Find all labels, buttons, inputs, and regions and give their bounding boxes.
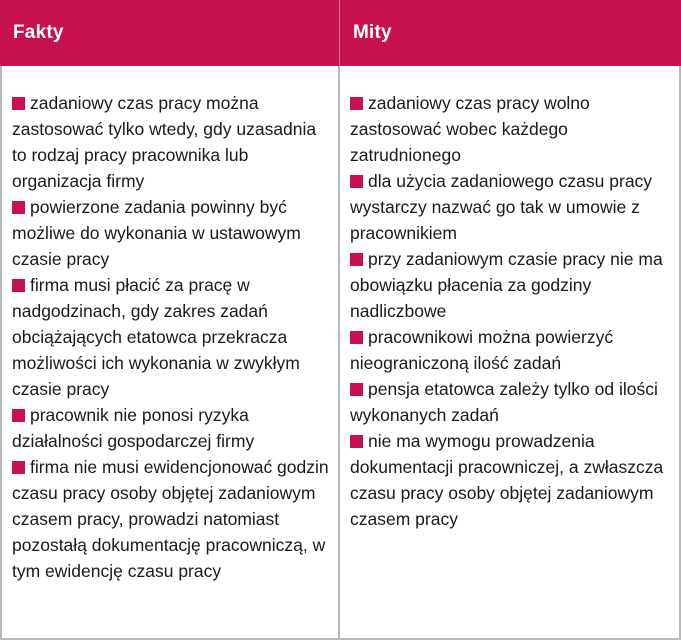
fact-text: zadaniowy czas pracy można zastosować tylko wtedy, gdy uzasadnia to rodzaj pracy pracownika lub organizacja firmy [12,93,317,191]
facts-header: Fakty [0,0,340,66]
myth-text: pensja etatowca zależy tylko od ilości wykonanych zadań [350,379,658,425]
bullet-square-icon [350,97,363,110]
fact-item [12,194,332,272]
table-body [0,66,681,640]
fact-item [12,454,332,584]
myth-text: zadaniowy czas pracy wolno zastosować wobec każdego zatrudnionego [350,93,590,165]
bullet-square-icon [12,409,25,422]
myths-column [340,66,679,638]
myths-header: Mity [353,22,392,43]
bullet-square-icon [12,279,25,292]
bullet-square-icon [350,175,363,188]
bullet-square-icon [350,253,363,266]
myth-item [350,168,673,246]
bullet-square-icon [12,461,25,474]
fact-text: firma musi płacić za pracę w nadgodzinach, gdy zakres zadań obciążających etatowca przekracza możliwości ich wykonania w zwykłym czasie pracy [12,275,300,399]
fact-text: pracownik nie ponosi ryzyka działalności gospodarczej firmy [12,405,255,451]
myth-item [350,376,673,428]
myth-text: przy zadaniowym czasie pracy nie ma obowiązku płacenia za godziny nadliczbowe [350,249,663,321]
myth-text: pracownikowi można powierzyć nieograniczoną ilość zadań [350,327,614,373]
bullet-square-icon [350,435,363,448]
fact-text: powierzone zadania powinny być możliwe do wykonania w ustawowym czasie pracy [12,197,301,269]
bullet-square-icon [12,201,25,214]
myth-item [350,90,673,168]
myth-item [350,428,673,532]
facts-column [2,66,340,638]
bullet-square-icon [350,331,363,344]
bullet-square-icon [350,383,363,396]
myth-text: nie ma wymogu prowadzenia dokumentacji pracowniczej, a zwłaszcza czasu pracy osoby objętej zadaniowym czasem pracy [350,431,664,529]
fact-text: firma nie musi ewidencjonować godzin czasu pracy osoby objętej zadaniowym czasem pracy, prowadzi natomiast pozostałą dokumentację pracowniczą, w tym ewidencję czasu pracy [12,457,329,581]
bullet-square-icon [12,97,25,110]
fact-item [12,272,332,402]
table-header [0,0,681,66]
fact-item [12,90,332,194]
myth-item [350,246,673,324]
myth-text: dla użycia zadaniowego czasu pracy wystarczy nazwać go tak w umowie z pracownikiem [350,171,653,243]
fact-item [12,402,332,454]
myth-item [350,324,673,376]
